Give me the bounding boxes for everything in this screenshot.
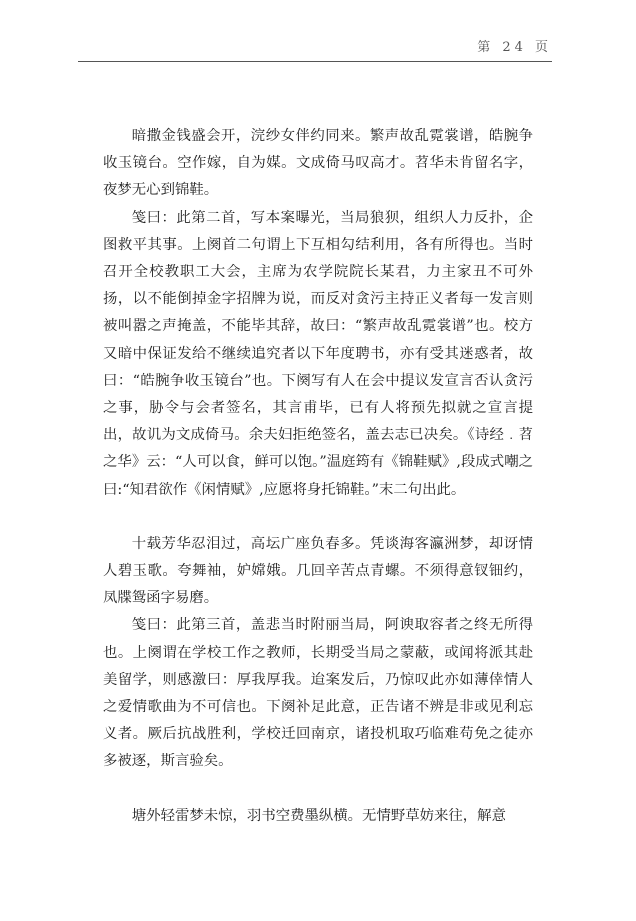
commentary-3: 笺曰：此第三首，盖悲当时附丽当局，阿谀取容者之终无所得也。上阕谓在学校工作之教师，长期受当局之蒙蔽，或闻将派其赴美留学，则感激曰：厚我厚我。迨案发后，乃惊叹此亦如薄倖情人之爱情歌曲为不可信也。下阕补足此意，正告诸不辨是非或见利忘义者。厥后抗战胜利，学校迁回南京，诸投机取巧临难苟免之徒亦多被逐，斯言验矣。 — [103, 617, 533, 770]
header-divider — [78, 61, 552, 62]
stanza-gap — [103, 504, 533, 531]
poem-stanza-3: 十载芳华忍泪过，高坛广座负春多。凭谈海客瀛洲梦，却讶情人碧玉歌。夸舞袖，妒嫦娥。几回辛苦点青螺。不须得意钗钿约，凤牒鸳函字易磨。 — [103, 535, 533, 607]
commentary-2: 笺曰：此第二首，写本案曝光，当局狼狈，组织人力反扑，企图救平其事。上阕首二句谓上下互相勾结利用，各有所得也。当时召开全校教职工大会，主席为农学院院长某君，力主家丑不可外扬，以不能倒掉金字招牌为说，而反对贪污主持正义者每一发言则被叫嚣之声掩盖，不能毕其辞，故曰：“繁声故乱霓裳谱”也。校方又暗中保证发给不继续追究者以下年度聘书，亦有受其迷惑者，故曰：“皓腕争收玉镜台”也。下阕写有人在会中提议发宣言否认贪污之事，胁令与会者签名，其言甫毕，已有人将预先拟就之宣言提出，故讥为文成倚马。余夫妇拒绝签名，盖去志已决矣。《诗经﹒苕之华》云：“人可以食，鲜可以饱。”温庭筠有《锦鞋赋》,段成式嘲之曰:“知君欲作《闲情赋》,应愿将身托锦鞋。”末二句出此。 — [103, 209, 533, 498]
stanza-gap — [103, 776, 533, 803]
poem-stanza-4: 塘外轻雷梦未惊，羽书空费墨纵横。无情野草妨来往，解意 — [131, 807, 506, 824]
poem-stanza-2: 暗撒金钱盛会开，浣纱女伴约同来。繁声故乱霓裳谱，皓腕争收玉镜台。空作嫁，自为媒。文成倚马叹高才。苕华未肯留名字，夜梦无心到锦鞋。 — [103, 128, 533, 199]
document-body — [103, 123, 533, 830]
page-header: 第 24 页 — [477, 40, 552, 55]
